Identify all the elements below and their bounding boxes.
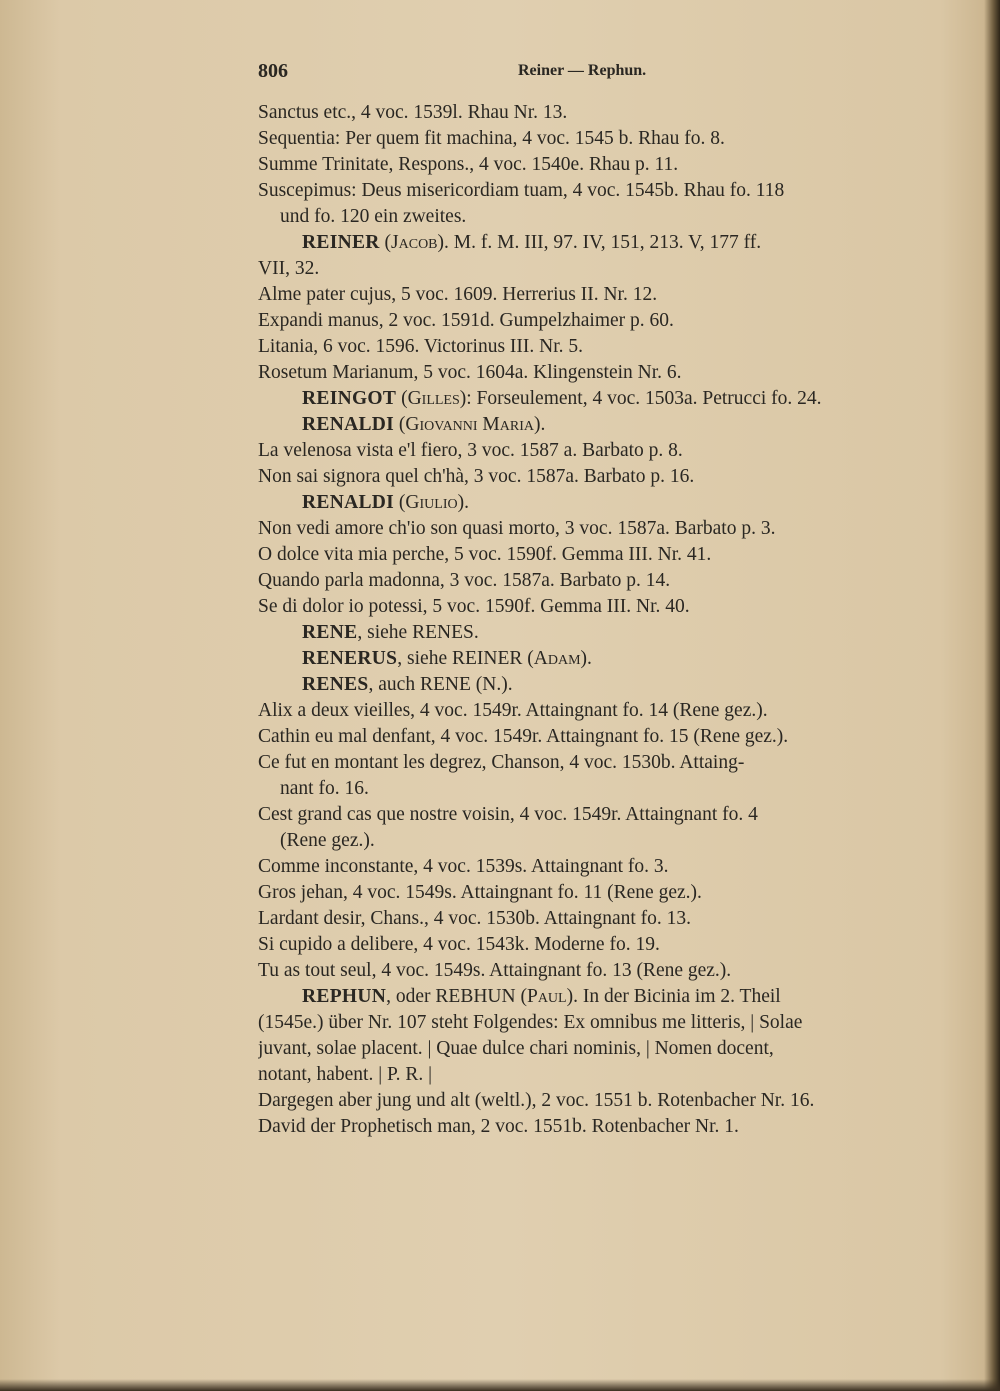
entry-line: Non vedi amore ch'io son quasi morto, 3 voc. 1587a. Barbato p. 3. (258, 518, 776, 539)
composer-name: RENALDI (302, 492, 395, 513)
composer-heading (258, 490, 928, 516)
heading-text: , oder REBHUN ( (386, 986, 527, 1007)
composer-heading (258, 386, 928, 412)
entry-line: (1545e.) über Nr. 107 steht Folgendes: Ex omnibus me litteris, | Solae (258, 1012, 803, 1033)
composer-forename: Paul (526, 986, 567, 1007)
composer-name: REINGOT (302, 388, 397, 409)
book-spine-shadow (984, 0, 1000, 1391)
entry-line: Sequentia: Per quem fit machina, 4 voc. 1545 b. Rhau fo. 8. (258, 128, 725, 149)
entry-line: Litania, 6 voc. 1596. Victorinus III. Nr. 5. (258, 336, 584, 357)
entry-line: Se di dolor io potessi, 5 voc. 1590f. Gemma III. Nr. 40. (258, 596, 690, 617)
entry-line: Dargegen aber jung und alt (weltl.), 2 voc. 1551 b. Rotenbacher Nr. 16. (258, 1090, 815, 1111)
entry-line: Alix a deux vieilles, 4 voc. 1549r. Attaingnant fo. 14 (Rene gez.). (258, 700, 768, 721)
entry-line: Rosetum Marianum, 5 voc. 1604a. Klingenstein Nr. 6. (258, 362, 682, 383)
composer-name: RENE (302, 622, 358, 643)
heading-text: ): Forseulement, 4 voc. 1503a. Petrucci fo. 24. (459, 388, 822, 409)
heading-text: , siehe RENES. (357, 622, 479, 643)
composer-name: RENALDI (302, 414, 395, 435)
heading-text: ( (394, 492, 406, 513)
entry-line: Alme pater cujus, 5 voc. 1609. Herrerius II. Nr. 12. (258, 284, 658, 305)
heading-text: ). (457, 492, 469, 513)
entry-line: Si cupido a delibere, 4 voc. 1543k. Moderne fo. 19. (258, 934, 660, 955)
entry-line: O dolce vita mia perche, 5 voc. 1590f. Gemma III. Nr. 41. (258, 544, 712, 565)
heading-text: , auch RENE (N.). (368, 674, 513, 695)
heading-text: ). In der Bicinia im 2. Theil (566, 986, 781, 1007)
heading-text: ). M. f. M. III, 97. IV, 151, 213. V, 177 ff. (437, 232, 762, 253)
entry-line-continuation: nant fo. 16. (280, 778, 369, 799)
heading-text: ). (534, 414, 546, 435)
entry-line: Non sai signora quel ch'hà, 3 voc. 1587a. Barbato p. 16. (258, 466, 695, 487)
entry-line: Ce fut en montant les degrez, Chanson, 4 voc. 1530b. Attaing- (258, 752, 745, 773)
page-bottom-shadow (0, 1379, 1000, 1391)
page-number: 806 (258, 60, 288, 82)
entry-line: Summe Trinitate, Respons., 4 voc. 1540e. Rhau p. 11. (258, 154, 679, 175)
entry-line-continuation: (Rene gez.). (280, 830, 375, 851)
page-header (258, 60, 938, 88)
composer-forename: Gilles (407, 388, 460, 409)
entry-line: Cest grand cas que nostre voisin, 4 voc. 1549r. Attaingnant fo. 4 (258, 804, 758, 825)
entry-line: notant, habent. | P. R. | (258, 1064, 433, 1085)
composer-name: REPHUN (302, 986, 387, 1007)
composer-forename: Giulio (405, 492, 458, 513)
entry-line: Gros jehan, 4 voc. 1549s. Attaingnant fo. 11 (Rene gez.). (258, 882, 702, 903)
composer-forename: Giovanni Maria (405, 414, 534, 435)
entry-line: Cathin eu mal denfant, 4 voc. 1549r. Attaingnant fo. 15 (Rene gez.). (258, 726, 789, 747)
page-body (258, 100, 928, 1140)
heading-text: ). (580, 648, 592, 669)
entry-line-continuation: und fo. 120 ein zweites. (280, 206, 467, 227)
entry-line: Suscepimus: Deus misericordiam tuam, 4 voc. 1545b. Rhau fo. 118 (258, 180, 785, 201)
entry-line: VII, 32. (258, 258, 320, 279)
entry-line: Sanctus etc., 4 voc. 1539l. Rhau Nr. 13. (258, 102, 568, 123)
heading-text: ( (396, 388, 408, 409)
composer-heading (258, 672, 928, 698)
composer-forename: Adam (533, 648, 581, 669)
entry-line: Tu as tout seul, 4 voc. 1549s. Attaingnant fo. 13 (Rene gez.). (258, 960, 732, 981)
composer-name: REINER (302, 232, 380, 253)
composer-heading (258, 412, 928, 438)
entry-line: Quando parla madonna, 3 voc. 1587a. Barbato p. 14. (258, 570, 671, 591)
composer-heading (258, 230, 928, 256)
entry-line: La velenosa vista e'l fiero, 3 voc. 1587 a. Barbato p. 8. (258, 440, 683, 461)
composer-forename: Jacob (391, 232, 438, 253)
running-head: Reiner — Rephun. (518, 62, 647, 79)
composer-name: RENES (302, 674, 369, 695)
composer-heading (258, 646, 928, 672)
heading-text: ( (394, 414, 406, 435)
entry-line: juvant, solae placent. | Quae dulce chari nominis, | Nomen docent, (258, 1038, 774, 1059)
heading-text: , siehe REINER ( (397, 648, 534, 669)
composer-name: RENERUS (302, 648, 398, 669)
entry-line: David der Prophetisch man, 2 voc. 1551b. Rotenbacher Nr. 1. (258, 1116, 739, 1137)
entry-line: Lardant desir, Chans., 4 voc. 1530b. Attaingnant fo. 13. (258, 908, 692, 929)
composer-heading (258, 984, 928, 1010)
composer-heading (258, 620, 928, 646)
entry-line: Expandi manus, 2 voc. 1591d. Gumpelzhaimer p. 60. (258, 310, 674, 331)
entry-line: Comme inconstante, 4 voc. 1539s. Attaingnant fo. 3. (258, 856, 669, 877)
heading-text: ( (379, 232, 392, 253)
